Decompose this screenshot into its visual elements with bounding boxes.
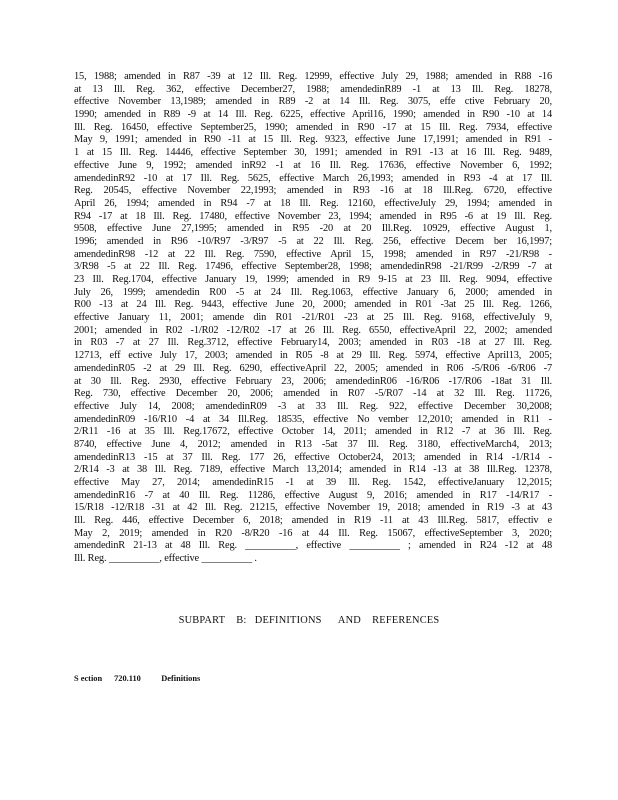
history-line: 8740, effective June 4, 2012; amended in R13 -5at 37 Ill. Reg. 3180, effectiveMarch4, 2013; bbox=[74, 438, 552, 450]
history-line: 3/R98 -5 at 22 Ill. Reg. 17496, effective September28, 1998; amendedinR98 -21/R99 -2/R99 -7 at bbox=[74, 261, 552, 273]
section-number: 720.110 bbox=[114, 674, 141, 683]
history-line: Ill. Reg. 446, effective December 6, 2018; amended in R19 -11 at 43 Ill.Reg. 5817, effectiv e bbox=[74, 515, 552, 527]
history-line: at 30 Ill. Reg. 2930, effective February 23, 2006; amendedinR06 -16/R06 -17/R06 -18at 31 Ill. bbox=[74, 375, 552, 387]
history-line: Ill. Reg. 16450, effective September25, 1990; amended in R90 -17 at 15 Ill. Reg. 7934, effective bbox=[74, 121, 552, 133]
history-line: effective June 9, 1992; amended inR92 -1 at 16 Ill. Reg. 17636, effective November 6, 1992; bbox=[74, 159, 552, 171]
history-line: 2/R14 -3 at 38 Ill. Reg. 7189, effective March 13,2014; amended in R14 -13 at 38 Ill.Reg. 12378, bbox=[74, 464, 552, 476]
history-line: 9508, effective June 27,1995; amended in R95 -20 at 20 Ill.Reg. 10929, effective August 1, bbox=[74, 223, 552, 235]
history-line: July 26, 1999; amendedin R00 -5 at 24 Ill. Reg.1063, effective January 6, 2000; amended in bbox=[74, 286, 552, 298]
history-line: effective November 13,1989; amended in R89 -2 at 14 Ill. Reg. 3075, effe ctive February 20, bbox=[74, 96, 552, 108]
history-line: effective January 11, 2001; amende din R01 -21/R01 -23 at 25 Ill. Reg. 9168, effectiveJuly 9, bbox=[74, 312, 552, 324]
history-line: April 26, 1994; amended in R94 -7 at 18 Ill. Reg. 12160, effectiveJuly 29, 1994; amended in bbox=[74, 197, 552, 209]
section-label: S ection bbox=[74, 674, 103, 683]
history-line: Reg. 20545, effective November 22,1993; amended in R93 -16 at 18 Ill.Reg. 6720, effective bbox=[74, 185, 552, 197]
history-line: amendedinR92 -10 at 17 Ill. Reg. 5625, effective March 26,1993; amended in R93 -4 at 17 Ill. bbox=[74, 172, 552, 184]
history-line: R00 -13 at 24 Ill. Reg. 9443, effective June 20, 2000; amended in R01 -3at 25 Ill. Reg. 1266, bbox=[74, 299, 552, 311]
history-line: amendedinR 21-13 at 48 Ill. Reg. __________, effective __________ ; amended in R24 -12 at 48 bbox=[74, 540, 552, 552]
history-line: amendedinR05 -2 at 29 Ill. Reg. 6290, effectiveApril 22, 2005; amended in R06 -5/R06 -6/R06 -7 bbox=[74, 362, 552, 374]
history-line: R94 -17 at 18 Ill. Reg. 17480, effective November 23, 1994; amended in R95 -6 at 19 Ill. Reg. bbox=[74, 210, 552, 222]
history-line: May 2, 2019; amended in R20 -8/R20 -16 at 44 Ill. Reg. 15067, effectiveSeptember 3, 2020; bbox=[74, 527, 552, 539]
history-line: Reg. 730, effective December 20, 2006; amended in R07 -5/R07 -14 at 32 Ill. Reg. 11726, bbox=[74, 388, 552, 400]
section-title: Definitions bbox=[161, 674, 201, 683]
section-heading bbox=[74, 674, 200, 683]
history-line: amendedinR13 -15 at 37 Ill. Reg. 177 26, effective October24, 2013; amended in R14 -1/R14 - bbox=[74, 451, 552, 463]
history-line: amendedinR09 -16/R10 -4 at 34 Ill.Reg. 18535, effective No vember 12,2010; amended in R11 - bbox=[74, 413, 552, 425]
source-history-paragraph bbox=[74, 71, 552, 566]
history-line: in R03 -7 at 27 Ill. Reg.3712, effective February14, 2003; amended in R03 -18 at 27 Ill. Reg. bbox=[74, 337, 552, 349]
history-line: 2001; amended in R02 -1/R02 -12/R02 -17 at 26 Ill. Reg. 6550, effectiveApril 22, 2002; amended bbox=[74, 324, 552, 336]
history-line: 1 at 15 Ill. Reg. 14446, effective September 30, 1991; amended in R91 -13 at 16 Ill. Reg. 9489, bbox=[74, 147, 552, 159]
history-line: 15, 1988; amended in R87 -39 at 12 Ill. Reg. 12999, effective July 29, 1988; amended in R88 -16 bbox=[74, 71, 552, 82]
history-line: amendedinR16 -7 at 40 Ill. Reg. 11286, effective August 9, 2016; amended in R17 -14/R17 - bbox=[74, 489, 552, 501]
history-line: 1990; amended in R89 -9 at 14 Ill. Reg. 6225, effective April16, 1990; amended in R90 -10 at 14 bbox=[74, 109, 552, 121]
history-line: 15/R18 -12/R18 -31 at 42 Ill. Reg. 21215, effective November 19, 2018; amended in R19 -3 at 43 bbox=[74, 502, 552, 514]
history-line: effective July 14, 2008; amendedinR09 -3 at 33 Ill. Reg. 922, effective December 30,2008; bbox=[74, 400, 552, 412]
history-line: amendedinR98 -12 at 22 Ill. Reg. 7590, effective April 15, 1998; amended in R97 -21/R98 - bbox=[74, 248, 552, 260]
history-line: 12713, eff ective July 17, 2003; amended in R05 -8 at 29 Ill. Reg. 5974, effective April13, 2005; bbox=[74, 350, 552, 362]
history-line: at 13 Ill. Reg. 362, effective December27, 1988; amendedinR89 -1 at 13 Ill. Reg. 18278, bbox=[74, 83, 552, 95]
history-line: 2/R11 -16 at 35 Ill. Reg.17672, effective October 14, 2011; amended in R12 -7 at 36 Ill. Reg. bbox=[74, 426, 552, 438]
history-line: 23 Ill. Reg.1704, effective January 19, 1999; amended in R9 9-15 at 23 Ill. Reg. 9094, effective bbox=[74, 274, 552, 285]
subpart-heading: SUBPART B: DEFINITIONS AND REFERENCES bbox=[178, 615, 440, 626]
history-line: May 9, 1991; amended in R90 -11 at 15 Ill. Reg. 9323, effective June 17,1991; amended in R91 - bbox=[74, 134, 552, 146]
history-line: effective May 27, 2014; amendedinR15 -1 at 39 Ill. Reg. 1542, effectiveJanuary 12,2015; bbox=[74, 477, 552, 488]
history-line: Ill. Reg. __________, effective __________ . bbox=[74, 553, 257, 565]
history-line: 1996; amended in R96 -10/R97 -3/R97 -5 at 22 Ill. Reg. 256, effective Decem ber 16,1997; bbox=[74, 235, 552, 247]
